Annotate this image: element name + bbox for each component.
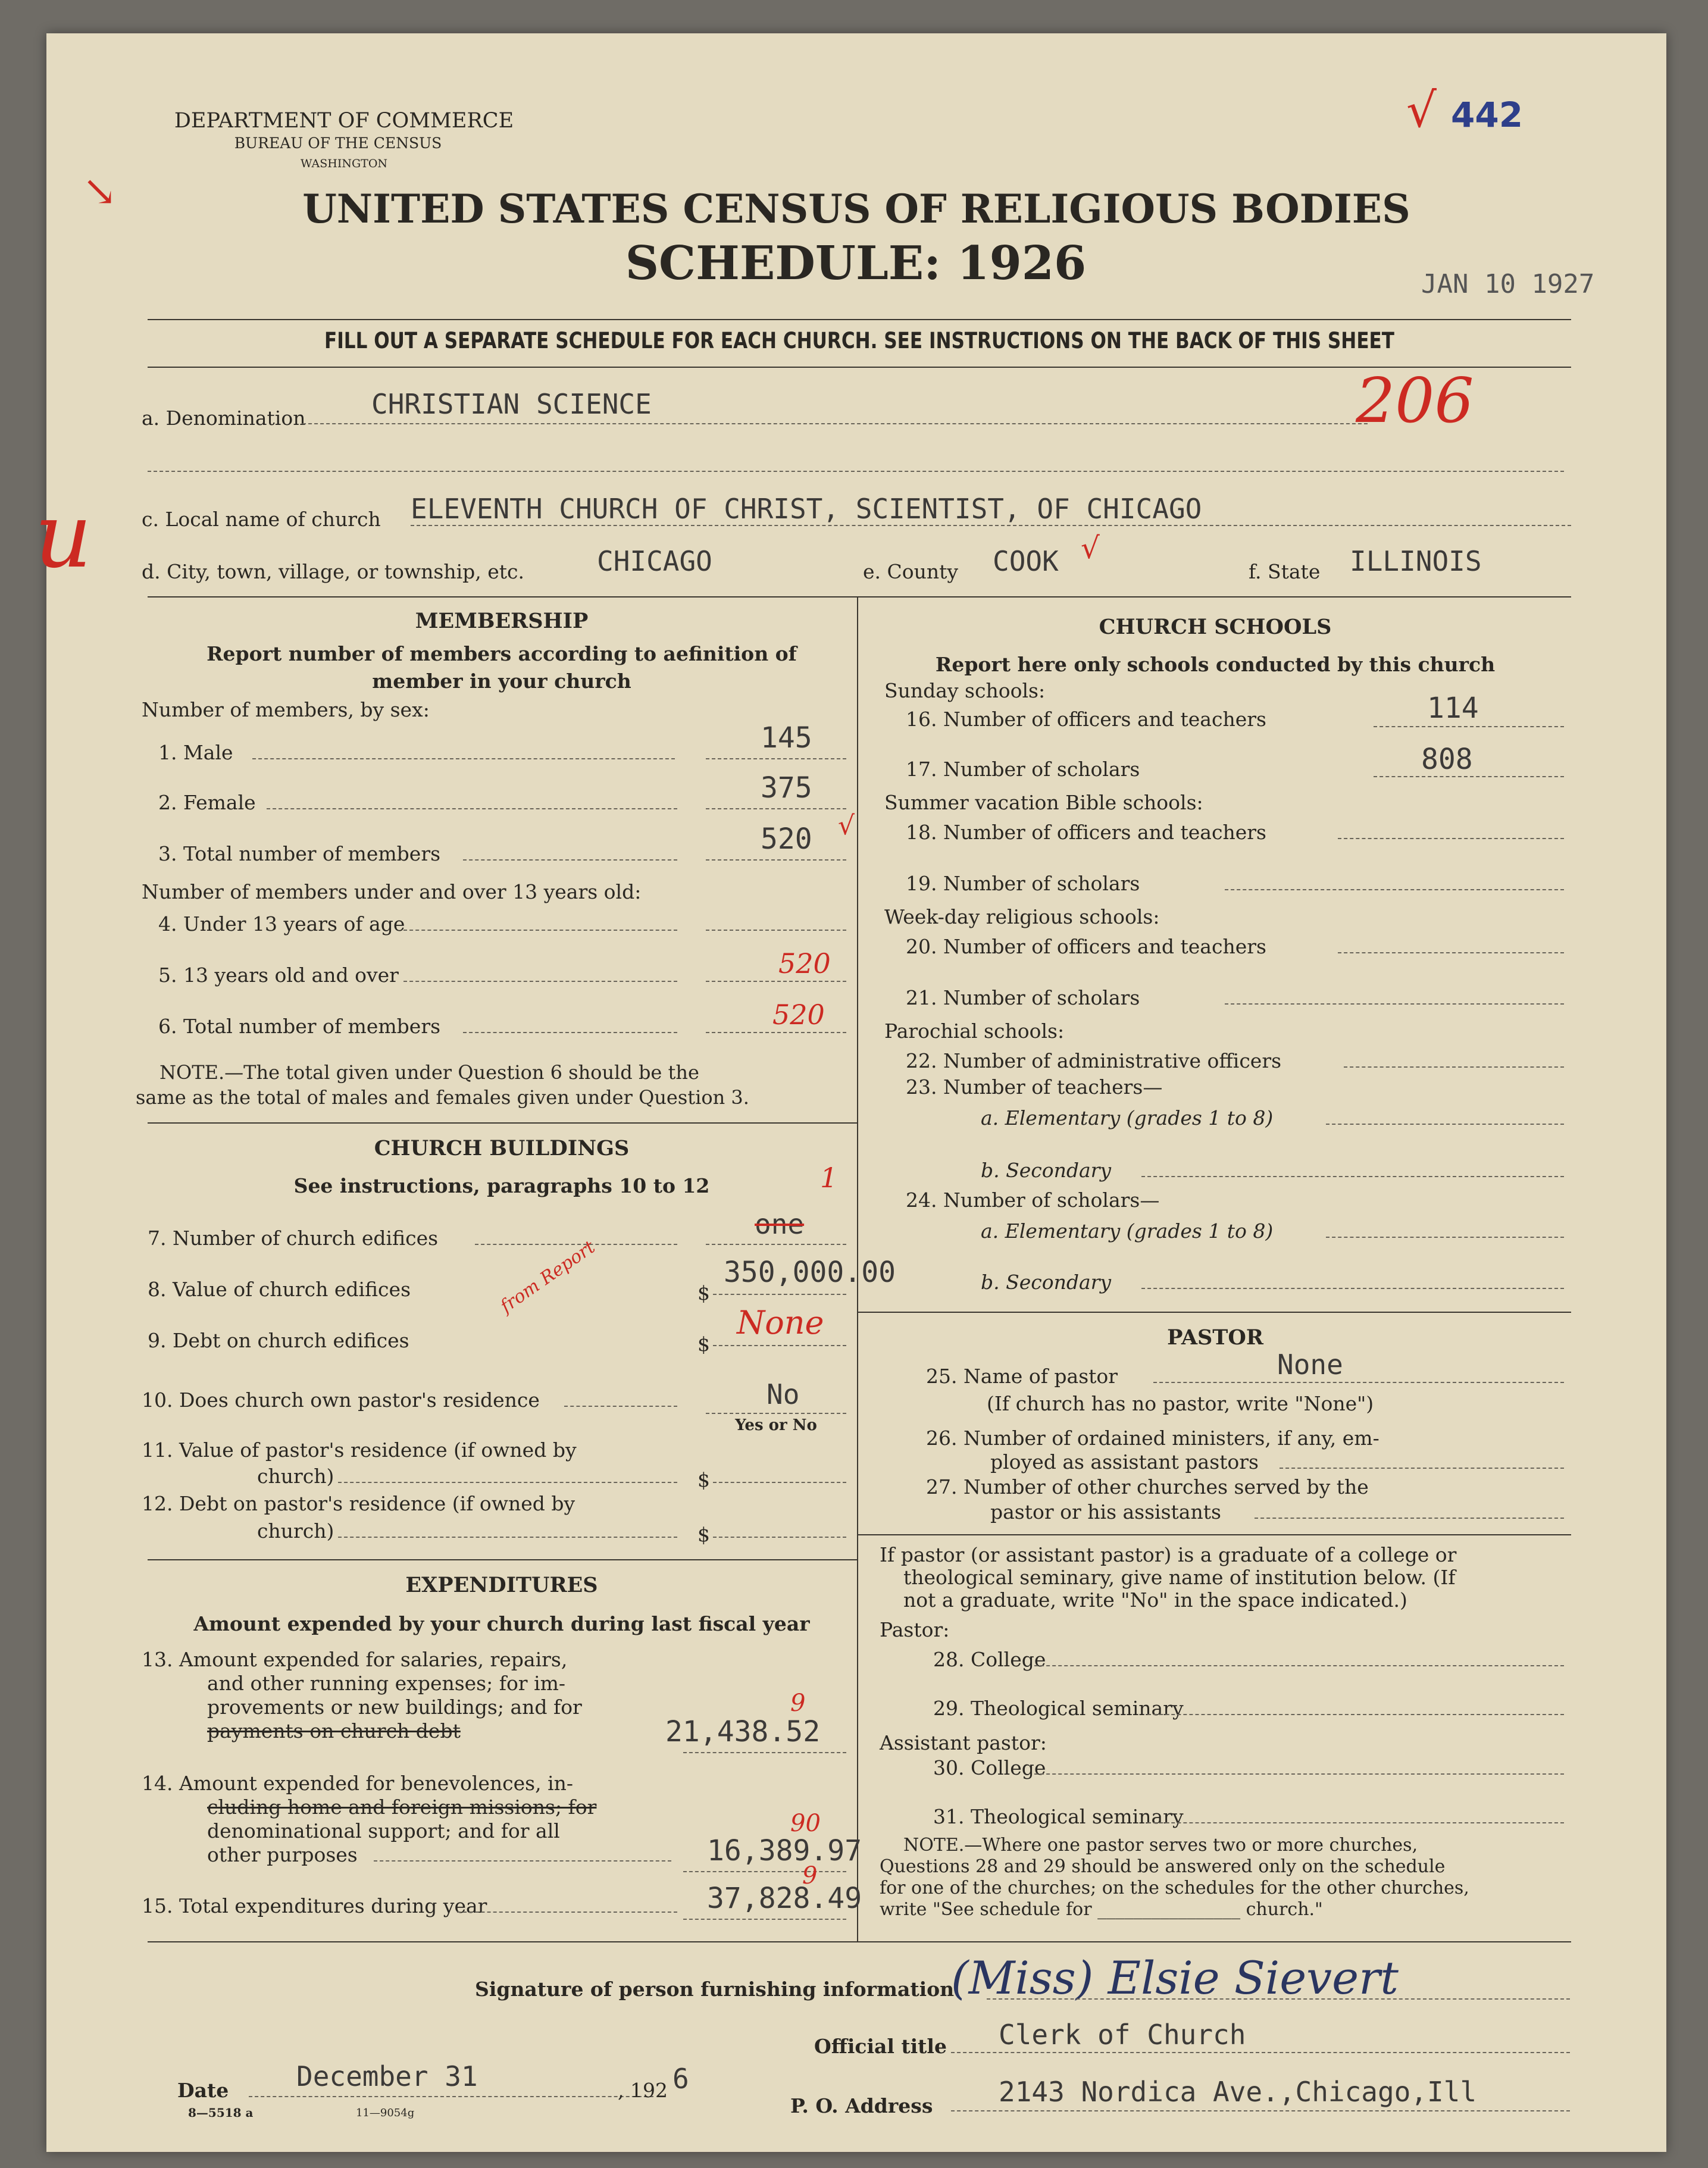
q1-label: 1. Male: [158, 741, 233, 764]
po-address-value[interactable]: 2143 Nordica Ave.,Chicago,Ill: [999, 2076, 1477, 2108]
city-label: d. City, town, village, or township, etc.: [142, 560, 525, 583]
q3-label: 3. Total number of members: [158, 842, 441, 865]
q14-label-4: other purposes: [207, 1843, 358, 1866]
q15-correction: 9: [802, 1862, 818, 1889]
q14-label-3: denominational support; and for all: [207, 1819, 560, 1842]
q13-label-1: 13. Amount expended for salaries, repairs,: [142, 1648, 568, 1671]
q2-label: 2. Female: [158, 791, 256, 814]
q12-label-2: church): [257, 1519, 334, 1543]
q9-dollar: $: [697, 1332, 710, 1356]
q13-label-4: payments on church debt: [207, 1719, 461, 1742]
pastor-title: PASTOR: [1167, 1325, 1263, 1350]
local-name-label: c. Local name of church: [142, 508, 381, 531]
buildings-title: CHURCH BUILDINGS: [374, 1136, 630, 1160]
q7-value[interactable]: one: [755, 1208, 805, 1240]
q8-value[interactable]: 350,000.00: [724, 1256, 896, 1289]
q11-label: 11. Value of pastor's residence (if owned by: [142, 1438, 577, 1462]
q3-check: √: [838, 811, 855, 841]
pastor-note-1: NOTE.—Where one pastor serves two or more churches,: [903, 1835, 1418, 1856]
q15-value[interactable]: 37,828.49: [707, 1882, 862, 1915]
pastor-note-2: Questions 28 and 29 should be answered only on the schedule: [880, 1856, 1446, 1877]
q27-label-2: pastor or his assistants: [990, 1500, 1221, 1523]
q7-handwritten: 1: [820, 1162, 838, 1194]
schools-title: CHURCH SCHOOLS: [1099, 615, 1332, 639]
q5-value[interactable]: 520: [778, 947, 831, 980]
membership-note-2: same as the total of males and females given under Question 3.: [136, 1086, 749, 1109]
schedule-year: SCHEDULE: 1926: [625, 236, 1087, 290]
denomination-value[interactable]: CHRISTIAN SCIENCE: [371, 388, 652, 420]
fill-out-instructions: FILL OUT A SEPARATE SCHEDULE FOR EACH CHURCH. SEE INSTRUCTIONS ON THE BACK OF THIS SHEET: [324, 328, 1394, 353]
bureau-name: BUREAU OF THE CENSUS: [234, 134, 442, 152]
q6-label: 6. Total number of members: [158, 1015, 441, 1038]
weekday-schools-label: Week-day religious schools:: [884, 905, 1160, 928]
q10-value[interactable]: No: [767, 1378, 800, 1410]
q13-label-2: and other running expenses; for im-: [207, 1672, 566, 1695]
q30-label: 30. College: [933, 1756, 1046, 1779]
pastor-note-4: write "See schedule for ________________ church.": [880, 1899, 1323, 1920]
q29-label: 29. Theological seminary: [933, 1697, 1184, 1720]
q4-label: 4. Under 13 years of age: [158, 912, 405, 936]
year-prefix: , 192: [618, 2079, 668, 2102]
q24a-label: a. Elementary (grades 1 to 8): [981, 1219, 1274, 1243]
date-value[interactable]: December 31: [296, 2060, 478, 2092]
city-value[interactable]: CHICAGO: [597, 545, 712, 577]
parochial-schools-label: Parochial schools:: [884, 1019, 1065, 1043]
county-value[interactable]: COOK: [993, 545, 1059, 577]
membership-note-1: NOTE.—The total given under Question 6 should be the: [159, 1061, 699, 1084]
po-address-label: P. O. Address: [790, 2094, 933, 2117]
handwritten-number: 206: [1356, 364, 1474, 437]
census-form: [35, 33, 1666, 2152]
q14-value[interactable]: 16,389.97: [707, 1834, 862, 1867]
q13-correction: 9: [790, 1690, 806, 1717]
q27-label-1: 27. Number of other churches served by the: [926, 1475, 1369, 1498]
year-value[interactable]: 6: [672, 2063, 689, 2095]
graduate-instructions-2: theological seminary, give name of institution below. (If: [903, 1566, 1456, 1589]
q25-note: (If church has no pastor, write "None"): [987, 1392, 1374, 1415]
stamp-number: 442: [1451, 95, 1524, 135]
q12-label: 12. Debt on pastor's residence (if owned by: [142, 1492, 575, 1515]
graduate-instructions-1: If pastor (or assistant pastor) is a graduate of a college or: [880, 1543, 1457, 1566]
check-mark: √: [1406, 83, 1437, 138]
q14-label-1: 14. Amount expended for benevolences, in-: [142, 1772, 574, 1795]
q22-label: 22. Number of administrative officers: [906, 1049, 1282, 1072]
q24-label: 24. Number of scholars—: [906, 1188, 1160, 1212]
q18-label: 18. Number of officers and teachers: [906, 821, 1266, 844]
bureau-city: WASHINGTON: [300, 157, 388, 170]
q25-value[interactable]: None: [1277, 1349, 1343, 1381]
form-number-2: 11—9054g: [356, 2107, 415, 2119]
red-mark: ↘: [82, 167, 117, 215]
q1-value[interactable]: 145: [761, 721, 812, 755]
assistant-pastor-label: Assistant pastor:: [880, 1731, 1047, 1754]
q25-label: 25. Name of pastor: [926, 1365, 1118, 1388]
q13-value[interactable]: 21,438.52: [665, 1715, 821, 1748]
q24b-label: b. Secondary: [981, 1271, 1112, 1294]
q10-label: 10. Does church own pastor's residence: [142, 1388, 540, 1412]
county-label: e. County: [863, 560, 959, 583]
q19-label: 19. Number of scholars: [906, 872, 1140, 895]
state-value[interactable]: ILLINOIS: [1350, 545, 1482, 577]
official-title-label: Official title: [814, 2035, 947, 2058]
graduate-instructions-3: not a graduate, write "No" in the space indicated.): [903, 1588, 1407, 1612]
form-title: UNITED STATES CENSUS OF RELIGIOUS BODIES: [302, 186, 1410, 232]
q17-value[interactable]: 808: [1421, 743, 1473, 776]
q23-label: 23. Number of teachers—: [906, 1075, 1163, 1099]
yes-no-hint: Yes or No: [735, 1416, 817, 1434]
q16-value[interactable]: 114: [1427, 692, 1479, 725]
q21-label: 21. Number of scholars: [906, 986, 1140, 1009]
local-name-value[interactable]: ELEVENTH CHURCH OF CHRIST, SCIENTIST, OF CHICAGO: [411, 493, 1202, 525]
q6-value[interactable]: 520: [772, 999, 825, 1031]
q11-label-2: church): [257, 1465, 334, 1488]
date-label: Date: [177, 2079, 229, 2102]
q9-label: 9. Debt on church edifices: [148, 1329, 409, 1352]
membership-subtitle-2: member in your church: [372, 670, 631, 693]
members-by-sex-label: Number of members, by sex:: [142, 698, 430, 721]
expenditures-title: EXPENDITURES: [405, 1573, 598, 1597]
q8-label: 8. Value of church edifices: [148, 1278, 411, 1301]
state-label: f. State: [1249, 560, 1321, 583]
pastor-note-3: for one of the churches; on the schedules for the other churches,: [880, 1878, 1469, 1898]
official-title-value[interactable]: Clerk of Church: [999, 2019, 1246, 2051]
sunday-schools-label: Sunday schools:: [884, 679, 1046, 702]
q15-label: 15. Total expenditures during year: [142, 1894, 487, 1917]
date-stamp: JAN 10 1927: [1421, 269, 1595, 299]
dept-name: DEPARTMENT OF COMMERCE: [174, 109, 514, 133]
pastor-label: Pastor:: [880, 1618, 950, 1641]
q26-label-2: ployed as assistant pastors: [990, 1450, 1259, 1474]
q23a-label: a. Elementary (grades 1 to 8): [981, 1106, 1274, 1130]
q28-label: 28. College: [933, 1648, 1046, 1671]
membership-title: MEMBERSHIP: [415, 609, 589, 633]
q8-dollar: $: [697, 1281, 710, 1304]
q13-label-3: provements or new buildings; and for: [207, 1695, 582, 1719]
margin-note: from Report: [496, 1237, 599, 1318]
summer-schools-label: Summer vacation Bible schools:: [884, 791, 1203, 814]
q26-label-1: 26. Number of ordained ministers, if any, em-: [926, 1426, 1379, 1450]
q16-label: 16. Number of officers and teachers: [906, 708, 1266, 731]
q23b-label: b. Secondary: [981, 1159, 1112, 1182]
expenditures-subtitle: Amount expended by your church during last fiscal year: [193, 1612, 810, 1635]
form-number-1: 8—5518 a: [188, 2106, 254, 2120]
q14-correction: 90: [790, 1810, 821, 1837]
q11-dollar: $: [697, 1468, 710, 1491]
q31-label: 31. Theological seminary: [933, 1805, 1184, 1828]
buildings-subtitle: See instructions, paragraphs 10 to 12: [293, 1174, 710, 1197]
q20-label: 20. Number of officers and teachers: [906, 935, 1266, 958]
q5-label: 5. 13 years old and over: [158, 963, 399, 987]
q2-value[interactable]: 375: [761, 771, 812, 805]
schools-subtitle: Report here only schools conducted by this church: [935, 653, 1496, 676]
county-check: √: [1081, 531, 1100, 565]
q9-value[interactable]: None: [737, 1304, 824, 1341]
members-by-age-label: Number of members under and over 13 years old:: [142, 880, 642, 903]
q17-label: 17. Number of scholars: [906, 758, 1140, 781]
q3-value[interactable]: 520: [761, 822, 812, 856]
q12-dollar: $: [697, 1523, 710, 1546]
membership-subtitle-1: Report number of members according to aefinition of: [207, 642, 797, 665]
red-u-mark: u: [35, 484, 92, 588]
q7-label: 7. Number of church edifices: [148, 1227, 439, 1250]
signature-label: Signature of person furnishing information: [475, 1978, 955, 2001]
denomination-label: a. Denomination: [142, 406, 306, 430]
signature[interactable]: (Miss) Elsie Sievert: [951, 1951, 1399, 2004]
q14-label-2: cluding home and foreign missions; for: [207, 1795, 597, 1819]
